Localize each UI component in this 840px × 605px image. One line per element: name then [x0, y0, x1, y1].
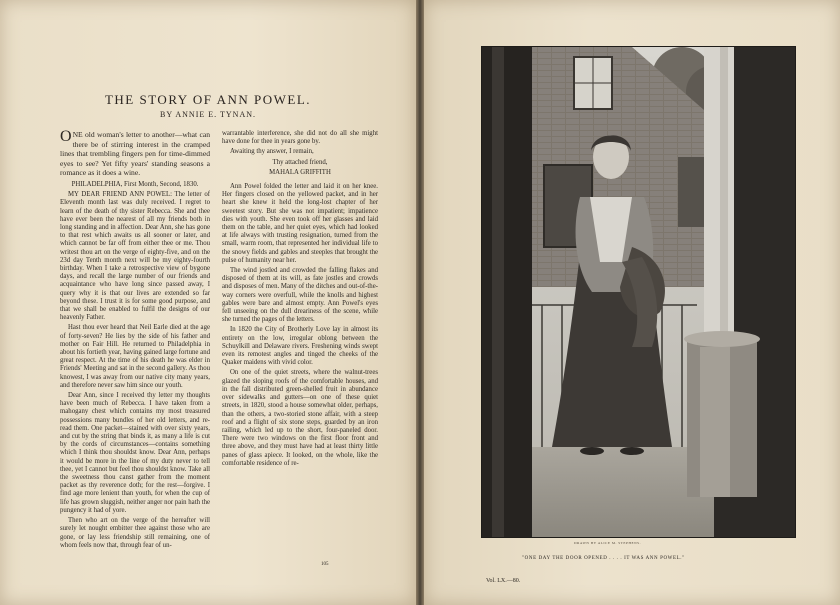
volume-number: Vol. LX.—80.	[486, 578, 521, 584]
paragraph: In 1820 the City of Brotherly Love lay in almost its entirety on the low, irregular oblong between the Schuylkill and Delaware rivers. Freshening winds swept even its remotest angles and tinged the cheeks of the Quaker maidens with vivid color.	[222, 326, 378, 367]
lead-paragraph	[60, 130, 210, 178]
lead-text: NE old woman's letter to another—what can there be of stirring interest in the cramped lines that trembling fingers pen for time-dimmed eyes to see? Yet fifty years' standing seasons a romance as it does a wine.	[60, 130, 210, 178]
text-column-1	[60, 130, 210, 570]
signoff-name: MAHALA GRIFFITH	[269, 168, 331, 176]
paragraph: MY DEAR FRIEND ANN POWEL: The letter of Eleventh month last was duly received. I regret to learn of the death of thy sister Rebecca. She and thee have ever been the nearest of all my friends both in long standing and in affection. Dear Ann, she has gone to that rest which awaits us all sooner or later, and which cannot be far off from either thee or me. Thou writest thou art on the verge of eighty-five, and on the 23d day Tenth month next will be my eighty-fourth birthday. When I take a retrospective view of bygone days, and recall the large number of our friends and acquaintance who have long since passed away, I query why it is that our lives are extended so far beyond these. I trust it is for some good purpose, and that we shall be enabled to fulfil the designs of our heavenly Father.	[60, 191, 210, 322]
book-gutter	[416, 0, 424, 605]
photo-credit: DRAWN BY ALICE M. STEPHENS.	[574, 541, 641, 545]
text-column-2	[222, 130, 378, 570]
page-number: 105	[321, 562, 329, 567]
paragraph: Hast thou ever heard that Neil Earle died at the age of forty-seven? He lies by the side of his father and mother on Fair Hill. He returned to Philadelphia in about his fortieth year, having gained large fortune and great respect. At the time of his death he was elder in Friends' Meeting and sat in the second gallery. As thou knowest, I was away from our native city many years, and therefore never saw him since our youth.	[60, 324, 210, 389]
story-title: THE STORY OF ANN POWEL.	[104, 92, 312, 107]
paragraph: On one of the quiet streets, where the walnut-trees glazed the sloping roofs of the comfortable houses, and in the fall distributed green-shelled fruit in abundance over sidewalks and gutters—on one of these quiet streets, in 1820, stood a house somewhat older, perhaps, than the others, a two-storied stone affair, with a steep roof and a flight of six stone steps, guarded by an iron railing, which led up to the short, four-paneled door. There were two windows on the first floor front and three above, and they must have had at least thirty little panes of glass apiece. It looked, on the whole, like the comfortable residence of re-	[222, 369, 378, 467]
illustration-woman-in-doorway	[482, 47, 795, 537]
paragraph: warrantable interference, she did not do all she might have done for thee in years gone by.	[222, 130, 378, 146]
paragraph: The wind jostled and crowded the falling flakes and disposed of them at its will, as fate jostles and crowds and disposes of men. Many of the ditches and out-of-the-way corners were overfull, while the knolls and highest gables were bare and almost empty. Ann Powel's eyes fell unseeing on the dull dreariness of the scene, while she turned the pages of the letters.	[222, 267, 378, 324]
author-byline: BY ANNIE E. TYNAN.	[160, 110, 256, 119]
signoff-line: Thy attached friend,	[272, 158, 328, 166]
drop-cap: O	[60, 130, 72, 145]
letter-dateline: PHILADELPHIA, First Month, Second, 1830.	[71, 180, 199, 188]
left-page	[0, 0, 416, 605]
paragraph: Dear Ann, since I received thy letter my thoughts have been much of Rebecca. I have taken from a mahogany chest which contains my most treasured possessions many bundles of her old letters, and re-read them. One packet—stained with over sixty years, and cut by the string that binds it, as many a life is cut by the cords of circumstances—contains something which I think thou shouldst know. Dear Ann, perhaps it would be more in the line of my duty never to tell thee, yet I cannot but feel thou shouldst know. Take all the sweetness thou canst gather from the moment packet as thy reverence doth; for the rest—forgive. I find age more lenient than youth, for when the cup of life has grown sluggish, neither anger nor pain hath the pungency it had of yore.	[60, 392, 210, 514]
illustration-caption: "ONE DAY THE DOOR OPENED . . . . IT WAS ANN POWEL."	[522, 556, 685, 561]
paragraph: Then who art on the verge of the hereafter will surely let nought embitter thee against those who are gone, or lay less friendship still remaining, one of whom feels now that, through fear of un-	[60, 517, 210, 549]
illustration-photo	[481, 46, 796, 538]
paragraph: Ann Powel folded the letter and laid it on her knee. Her fingers closed on the yellowed packet, and in her heart she knew it held the long-lost chapter of her sweetest story. But she was not impatient; impatience dies with youth. She even took off her glasses and laid them on the table, and her quiet eyes, which had looked at life always with trusting resignation, turned from the small, warm room, that represented her individual life to the snowy fields and gables and steeples that brought the pulse of humanity near her.	[222, 183, 378, 264]
paragraph: Awaiting thy answer, I remain,	[230, 148, 314, 156]
